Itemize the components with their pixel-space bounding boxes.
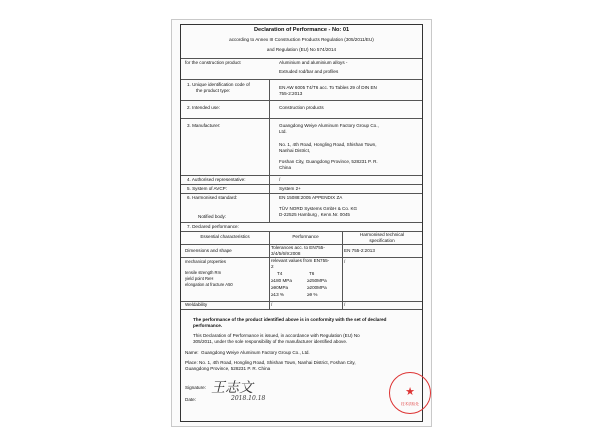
mechanical-spec: / (344, 259, 346, 264)
handwritten-date: 2018.10.18 (231, 395, 266, 402)
place-line-2: Guangdong Province, 528231 P. R. China (185, 366, 271, 371)
row4-value: / (279, 177, 281, 182)
t6-tensile: ≥250MPa (307, 278, 327, 283)
responsibility-line-2: 305/2011, under the sole responsibility of the manufacturer identified above. (193, 339, 348, 344)
mechanical-label-1: mechanical properties (185, 259, 226, 264)
date-label: Date: (185, 397, 196, 402)
mechanical-performance-2: 2 (271, 264, 274, 269)
stamp-star-icon: ★ (405, 386, 415, 398)
stamp-text: 技术质检处 (401, 402, 419, 406)
temper-t6-heading: T6 (309, 271, 315, 276)
mechanical-label-4: elongation at fracture A50 (185, 282, 233, 287)
divider (181, 79, 422, 80)
divider (181, 58, 422, 59)
row7-label: 7. Declared performance: (187, 224, 239, 229)
product-value-1: Aluminium and aluminium alloys - (279, 60, 348, 65)
document-subtitle-2: and Regulation (EU) No 574/2014 (266, 47, 337, 52)
weldability-label: Weldability (185, 302, 208, 307)
notified-body-line-2: D-22525 Hamburg , Kenn.Nr. 0045 (279, 212, 350, 217)
divider (181, 100, 422, 101)
manufacturer-line-3: No. 1, 4th Road, Hongling Road, Shishan Town, (279, 142, 377, 147)
table-header-spec-1: Harmonised technical (359, 232, 405, 237)
row6-label: 6. Harmonised standard: (187, 195, 238, 200)
table-header-spec-2: specification (369, 238, 395, 243)
mechanical-label-3: yield point ReH (185, 276, 214, 281)
t4-yield: ≥90MPa (271, 285, 289, 290)
conformity-line-2: performance. (193, 323, 223, 328)
signature-label: Signature: (185, 385, 206, 390)
row6-value: EN 15088:2005 APPENDIX ZA (279, 195, 343, 200)
row1-value-2: 755-2:2013 (279, 91, 303, 96)
temper-t4-heading: T4 (277, 271, 283, 276)
place-line-1: Place: No. 1, 4th Road, Hongling Road, Shishan Town, Nanhai District, Foshan City, (185, 360, 356, 365)
divider (181, 118, 422, 119)
conformity-line-1: The performance of the product identified above is in conformity with the set of declared (193, 317, 387, 322)
row2-label: 2. Intended use: (187, 105, 220, 110)
name-label: Name: (185, 350, 199, 355)
notified-body-line-1: TÜV NORD Systems GmbH & Co. KG (279, 206, 358, 211)
table-header-characteristics: Essential characteristics (200, 234, 250, 239)
divider (181, 301, 422, 302)
responsibility-line-1: This Declaration of Performance is issued, in accordance with Regulation (EU) No (193, 333, 360, 338)
row1-label-2: the product type: (196, 88, 231, 93)
company-seal-stamp (389, 372, 431, 414)
t6-elongation: ≥9 % (307, 292, 318, 297)
row4-label: 4. Authorised representative: (187, 177, 246, 182)
notified-body-label: Notified body: (198, 214, 227, 219)
row1-label-1: 1. Unique identification code of (187, 82, 250, 87)
mechanical-label-2: tensile strength Rm (185, 270, 222, 275)
mechanical-performance-1: relevant values from EN755- (271, 258, 330, 263)
row3-label: 3. Manufacturer: (187, 123, 221, 128)
dimensions-spec: EN 755-2:2013 (344, 248, 375, 253)
handwritten-signature: 王志文 (211, 380, 253, 396)
t6-yield: ≥200MPa (307, 285, 327, 290)
dimensions-performance-1: Tolerances acc. to EN755- (271, 245, 325, 250)
dimensions-label: Dimensions and shape (185, 248, 232, 253)
manufacturer-line-6: China (279, 165, 292, 170)
weldability-spec: / (344, 302, 346, 307)
row2-value: Construction products (279, 105, 324, 110)
declaration-frame (180, 24, 423, 422)
document-title: Declaration of Performance - No: 01 (253, 27, 350, 33)
weldability-performance: / (271, 302, 273, 307)
divider (181, 184, 422, 185)
product-label: for the construction product (185, 60, 241, 65)
manufacturer-line-2: Ltd. (279, 129, 287, 134)
t4-tensile: ≥180 MPa (271, 278, 292, 283)
manufacturer-line-4: Nanhai District, (279, 148, 311, 153)
column-divider (342, 231, 346, 309)
name-value: Guangdong Weiye Aluminum Factory Group Co., Ltd. (201, 350, 310, 355)
row1-value-1: EN AW 6005 T4/T6 acc. To Tables 29 of DIN EN (279, 85, 377, 90)
manufacturer-line-1: Guangdong Weiye Aluminum Factory Group Co., (279, 123, 379, 128)
divider (181, 222, 422, 223)
dimensions-performance-2: 3/4/5/6/9:2008 (271, 251, 301, 256)
divider (181, 175, 422, 176)
divider (181, 193, 422, 194)
table-header-performance: Performance (292, 234, 319, 239)
row5-label: 5. System of AVCP: (187, 186, 227, 191)
manufacturer-line-5: Foshan City, Guangdong Province, 528231 P. R. (279, 159, 378, 164)
t4-elongation: ≥13 % (271, 292, 284, 297)
document-subtitle-1: according to Annex III Construction Products Regulation (305/2011/EU) (229, 37, 374, 42)
divider (181, 309, 422, 310)
column-divider (269, 231, 273, 309)
row5-value: System 2+ (279, 186, 301, 191)
document-page (171, 19, 432, 427)
column-divider (269, 79, 270, 222)
product-value-2: Extruded rod/bar and profiles (279, 69, 339, 74)
